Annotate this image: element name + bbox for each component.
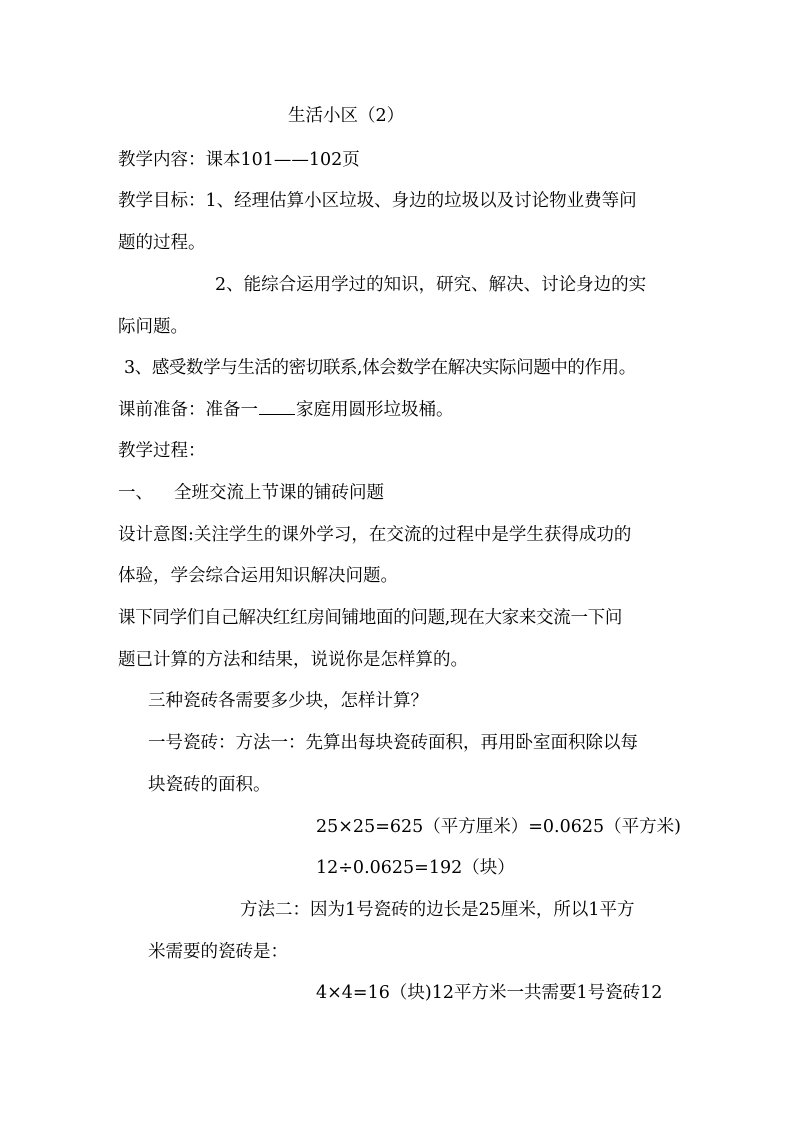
preparation-prefix: 课前准备：准备一 (118, 400, 258, 420)
objective-2-line-1: 2、能综合运用学过的知识，研究、解决、讨论身边的实 (215, 275, 647, 295)
calculation-3: 4×4=16（块)12平方米一共需要1号瓷砖12 (316, 983, 663, 1003)
objective-2-line-2: 际问题。 (118, 317, 188, 337)
method-2-line-1: 方法二：因为1号瓷砖的边长是25厘米，所以1平方 (240, 900, 635, 920)
design-intent-line-1: 设计意图:关注学生的课外学习，在交流的过程中是学生获得成功的 (118, 525, 632, 545)
intro-line-2: 题已计算的方法和结果，说说你是怎样算的。 (118, 650, 468, 670)
document-title: 生活小区（2） (288, 106, 405, 126)
objective-1-line-2: 题的过程。 (118, 233, 206, 253)
calculation-1: 25×25=625（平方厘米）=0.0625（平方米) (316, 817, 681, 837)
preparation-line (118, 398, 454, 422)
blank-underline (259, 398, 295, 415)
process-label: 教学过程： (118, 441, 206, 461)
calculation-2: 12÷0.0625=192（块） (316, 858, 515, 878)
intro-line-1: 课下同学们自己解决红红房间铺地面的问题,现在大家来交流一下问 (118, 608, 623, 628)
question-line: 三种瓷砖各需要多少块，怎样计算？ (148, 691, 428, 711)
objective-1-line-1: 教学目标：1、经理估算小区垃圾、身边的垃圾以及讨论物业费等问 (118, 191, 637, 211)
section-1-number: 一、 (118, 483, 153, 503)
method-1-line-1: 一号瓷砖：方法一：先算出每块瓷砖面积，再用卧室面积除以每 (148, 733, 638, 753)
content-line: 教学内容：课本101——102页 (118, 150, 360, 170)
preparation-suffix: 家庭用圆形垃圾桶。 (296, 400, 454, 420)
method-2-line-2: 米需要的瓷砖是： (148, 942, 288, 962)
design-intent-line-2: 体验，学会综合运用知识解决问题。 (118, 566, 398, 586)
section-1-title: 全班交流上节课的铺砖问题 (174, 483, 384, 503)
method-1-line-2: 块瓷砖的面积。 (148, 775, 271, 795)
objective-3: 3、感受数学与生活的密切联系,体会数学在解决实际问题中的作用。 (124, 358, 636, 378)
